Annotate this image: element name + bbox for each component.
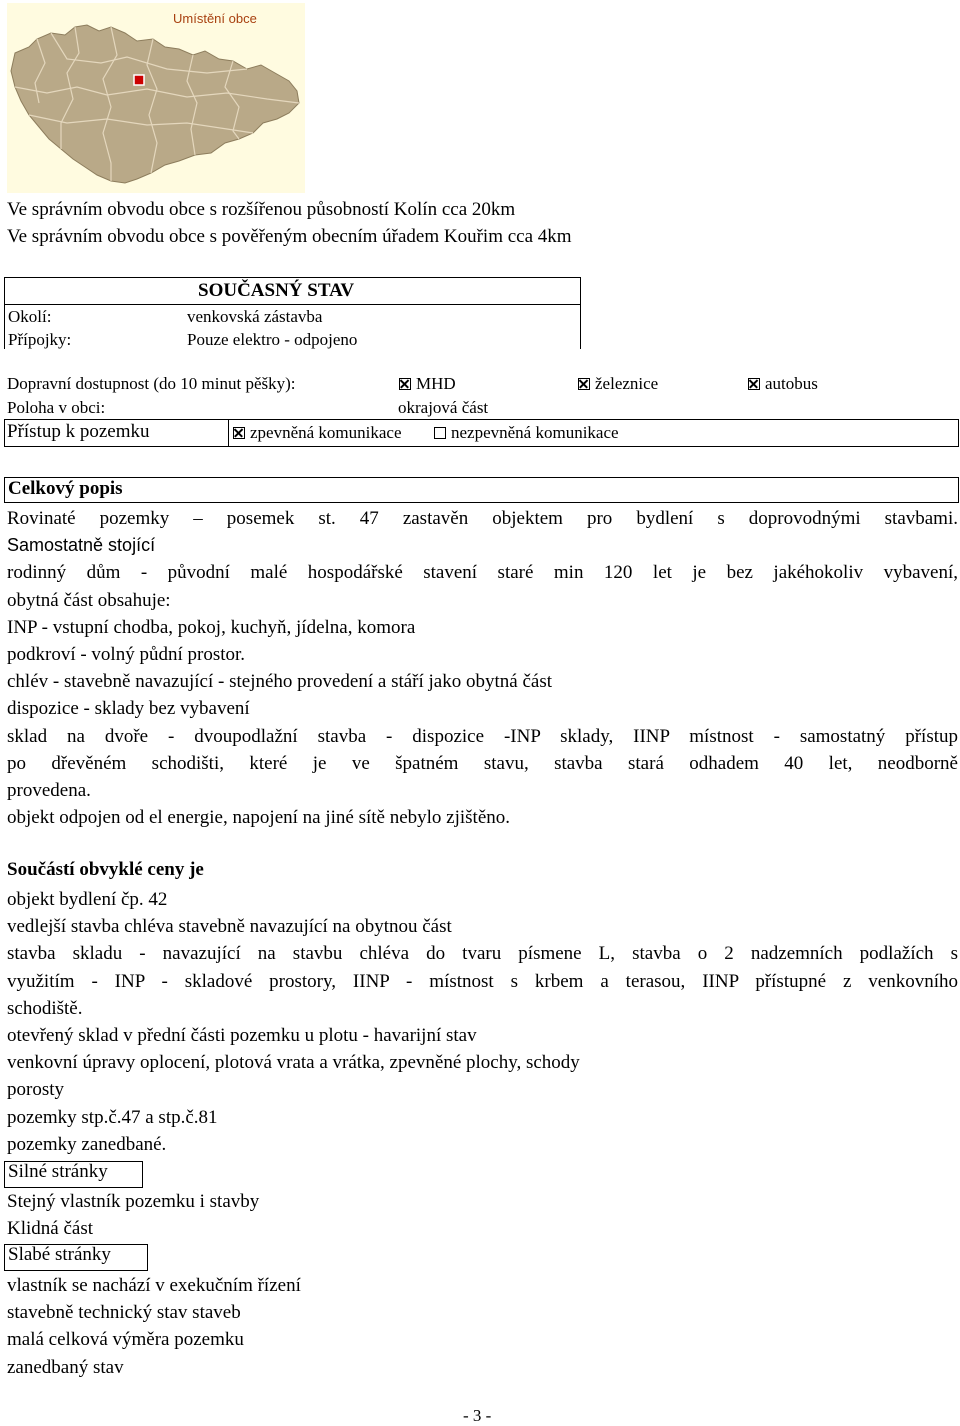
page-number: - 3 - [463,1406,492,1425]
option-autobus: autobus [748,374,818,394]
text-line: sklad na dvoře - dvoupodlažní stavba - dispozice -INP sklady, IINP místnost - samostatný přístup [7,725,958,747]
location-marker [134,75,144,85]
checkbox-checked-icon [399,378,411,390]
slabe-text [7,1272,958,1381]
option-mhd: MHD [399,374,456,394]
text-line: stavba skladu - navazující na stavbu chléva do tvaru písmene L, stavba o 2 nadzemních podlažích s [7,943,958,965]
okoli-label: Okolí: [8,307,52,326]
text-line: porosty [7,1079,64,1101]
text-line: INP - vstupní chodba, pokoj, kuchyň, jídelna, komora [7,616,416,638]
poloha-value: okrajová část [398,398,489,417]
celkovy-text [7,505,958,831]
text-line: po dřevěném schodišti, které je ve špatném stavu, stavba stará odhadem 40 let, neodborně [7,752,958,774]
text-line: dispozice - sklady bez vybavení [7,698,250,720]
checkbox-checked-icon [233,427,245,439]
text-line: rodinný dům - původní malé hospodářské stavení staré min 120 let je bez jakéhokoliv vybavení, [7,562,958,584]
checkbox-checked-icon [748,378,760,390]
pristup-label: Přístup k pozemku [7,421,150,442]
option-nezpevnena: nezpevněná komunikace [434,423,619,443]
text-line: Samostatně stojící [7,535,156,556]
text-line: zanedbaný stav [7,1356,124,1378]
checkbox-empty-icon [434,427,446,439]
poloha-label: Poloha v obci: [7,398,106,417]
text-line: Klidná část [7,1218,94,1240]
text-line: obytná část obsahuje: [7,589,171,611]
slabe-heading: Slabé stránky [8,1244,111,1265]
text-line: podkroví - volný půdní prostor. [7,644,246,666]
pripojky-value: Pouze elektro - odpojeno [187,330,358,349]
intro-orp: Ve správním obvodu obce s rozšířenou působností Kolín cca 20km [7,199,516,220]
doprava-label: Dopravní dostupnost (do 10 minut pěšky): [7,374,296,393]
intro-pou: Ve správním obvodu obce s pověřeným obecním úřadem Kouřim cca 4km [7,226,572,247]
option-zeleznice: železnice [578,374,658,394]
text-line: Stejný vlastník pozemku i stavby [7,1191,260,1212]
text-line: objekt bydlení čp. 42 [7,889,168,910]
checkbox-checked-icon [578,378,590,390]
location-map [7,3,305,193]
text-line: malá celková výměra pozemku [7,1329,244,1351]
text-line: vlastník se nachází v exekučním řízení [7,1275,301,1296]
text-line: objekt odpojen od el energie, napojení na jiné sítě nebylo zjištěno. [7,807,511,829]
current-state-title: SOUČASNÝ STAV [198,280,355,301]
option-zpevnena: zpevněná komunikace [233,423,402,443]
silne-text [7,1188,958,1242]
text-line: vedlejší stavba chléva stavebně navazující na obytnou část [7,916,452,938]
text-line: stavebně technický stav staveb [7,1302,241,1324]
text-line: využitím - INP - skladové prostory, IINP - místnost s krbem a terasou, IINP přístupné z venkovního [7,970,958,992]
text-line: venkovní úpravy oplocení, plotová vrata a vrátka, zpevněné plochy, schody [7,1052,580,1074]
text-line: pozemky stp.č.47 a stp.č.81 [7,1106,218,1128]
map-title: Umístění obce [173,11,257,26]
text-line: otevřený sklad v přední části pozemku u plotu - havarijní stav [7,1025,477,1047]
text-line: chlév - stavebně navazující - stejného provedení a stáří jako obytná část [7,671,552,693]
celkovy-heading-box [4,477,959,503]
celkovy-heading: Celkový popis [8,478,123,499]
soucasti-text [7,886,958,1158]
okoli-value: venkovská zástavba [187,307,323,326]
text-line: pozemky zanedbané. [7,1133,167,1155]
soucasti-heading: Součástí obvyklé ceny je [7,859,204,880]
pripojky-label: Přípojky: [8,330,72,349]
text-line: schodiště. [7,997,83,1019]
text-line: provedena. [7,780,91,802]
silne-heading: Silné stránky [8,1161,108,1182]
text-line: Rovinaté pozemky – posemek st. 47 zastavěn objektem pro bydlení s doprovodnými stavbami. [7,508,958,529]
